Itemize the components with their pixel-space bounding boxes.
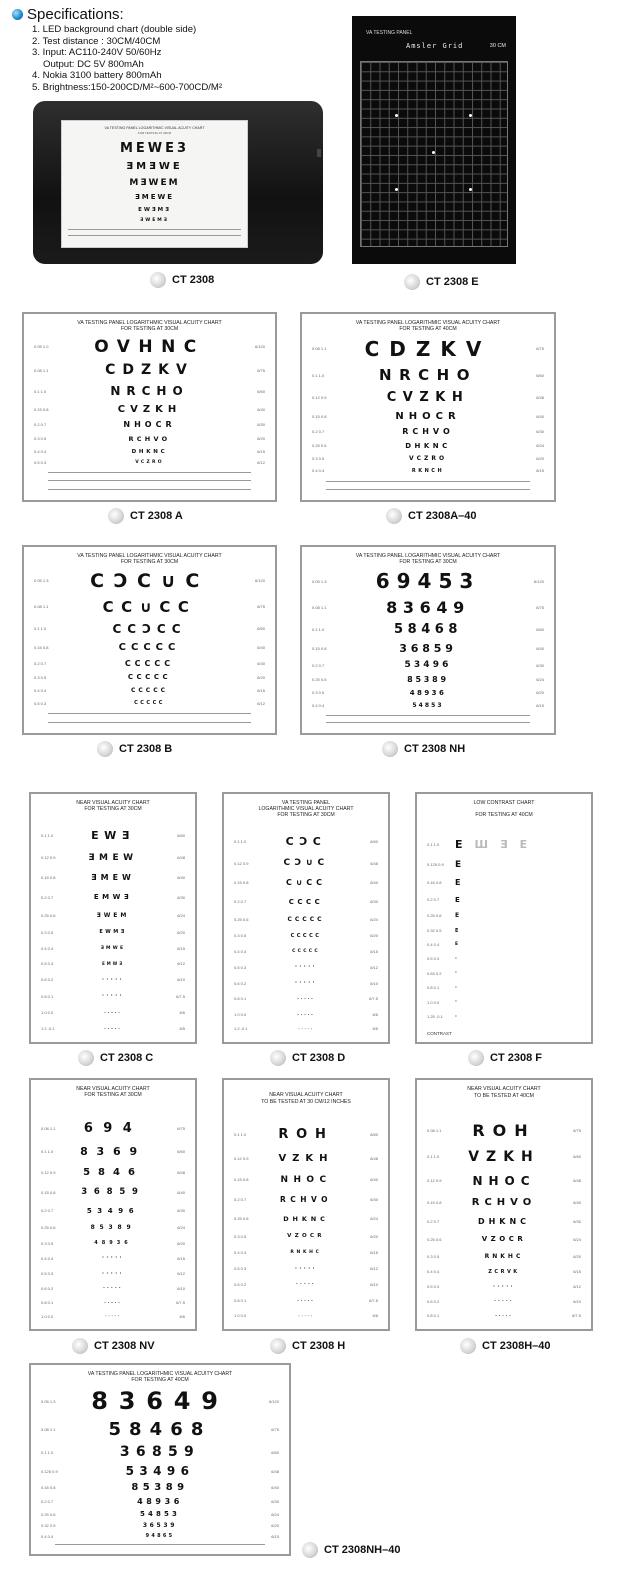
amsler-panel-label: VA TESTING PANEL: [366, 30, 413, 36]
divider: [326, 722, 530, 723]
amsler-grid-panel: [352, 16, 516, 264]
optotype-row: CCCCC: [124, 658, 175, 668]
optotype-row: E: [455, 942, 461, 948]
orb-icon: [270, 1050, 286, 1066]
optotype-row: DHKNC: [477, 1217, 531, 1227]
optotype-row: EWƎ: [91, 829, 135, 843]
optotype-row: E: [455, 859, 466, 870]
orb-icon: [108, 508, 124, 524]
optotype-row: RCHVO: [471, 1197, 537, 1209]
optotype-row: CCCCC: [130, 687, 169, 695]
caption-ct2308: CT 2308: [150, 272, 214, 288]
optotype-row: NHOCR: [395, 410, 461, 422]
optotype-row: ·: [455, 970, 460, 977]
optotype-row: RNKHC: [484, 1252, 524, 1260]
optotype-row: 48936: [94, 1240, 132, 1247]
optotype-row: ·····: [105, 1314, 121, 1319]
optotype-row: ·····: [102, 1255, 124, 1262]
divider: [48, 722, 251, 723]
device-chart-row: ƎMEWE: [134, 193, 175, 202]
optotype-row: ·····: [298, 1313, 314, 1318]
bullet-icon: [12, 9, 23, 20]
optotype-row: E: [455, 878, 465, 888]
orb-icon: [302, 1542, 318, 1558]
low-contrast-optotypes: ШƎЕ: [474, 838, 540, 852]
fixation-dot: [469, 188, 472, 191]
optotype-row: CVZKH: [117, 403, 182, 415]
divider: [55, 1544, 265, 1545]
optotype-row: ·····: [102, 993, 124, 1000]
optotype-row: ƎMEW: [88, 852, 138, 863]
chart-title: VA TESTING PANEL LOGARITHMIC VISUAL ACUITY CHART: [87, 1371, 233, 1377]
optotype-row: ·····: [104, 1025, 122, 1031]
caption-ct2308h: CT 2308 H: [270, 1338, 345, 1354]
fixation-dot: [469, 114, 472, 117]
caption-ct2308nh: CT 2308 NH: [382, 741, 465, 757]
caption-ct2308nv: CT 2308 NV: [72, 1338, 155, 1354]
optotype-row: ƎMWE: [100, 945, 126, 951]
optotype-row: ·····: [297, 1297, 315, 1303]
optotype-row: 69453: [375, 569, 481, 594]
divider: [326, 489, 530, 490]
optotype-row: ·····: [103, 1285, 123, 1291]
optotype-row: NRCHO: [110, 384, 189, 399]
chart-ct2308b: VA TESTING PANEL LOGARITHMIC VISUAL ACUITY CHART FOR TESTING AT 30CM 0.05 1.3 CↃC∪C 6/120 0.08 1.1 CC∪CC 6/75 0.1 1.0 CCↃCC 6/60 0.15 0.8 CCCCC 6/40 0.2 0.7 CCCCC 6/30 0.3 0.5 CCCCC 6/20 0.4 0.4 CCCCC 6/15 0.5 0.3 CCCCC 6/12: [22, 545, 277, 735]
divider: [326, 715, 530, 716]
optotype-row: 85389: [90, 1223, 136, 1231]
orb-icon: [382, 741, 398, 757]
chart-title: NEAR VISUAL ACUITY CHART: [76, 1086, 150, 1092]
optotype-row: RNKHC: [290, 1250, 322, 1256]
optotype-row: CDZKV: [364, 336, 492, 361]
chart-subtitle: FOR TESTING AT 30CM: [84, 806, 142, 812]
optotype-row: E: [455, 838, 475, 852]
spec-item: 5. Brightness:150-200CD/M²~600-700CD/M²: [32, 81, 223, 93]
chart-ct2308h: NEAR VISUAL ACUITY CHART TO BE TESTED AT 30 CM/12 INCHES 0.1 1.0 ROH 6/60 0.12 0.9 VZKH 6/48 0.15 0.8 NHOC 6/40 0.2 0.7 RCHVO 6/30 0.25 0.6 DHKNC 6/24 0.3 0.5 VZOCR 6/20 0.4 0.4 RNKHC 6/15 0.5 0.3 ····· 6/12 0.6 0.2 ····· 6/10 0.8 0.1 ····· 6/7.5 1.0 0.0 ····· 6/6: [222, 1078, 390, 1331]
divider: [48, 480, 251, 481]
chart-title: VA TESTING PANEL LOGARITHMIC VISUAL ACUITY CHART: [77, 553, 222, 559]
optotype-row: RCHVO: [279, 1195, 333, 1205]
optotype-row: RCHVO: [128, 434, 171, 443]
optotype-row: 36539: [142, 1522, 178, 1529]
fixation-dot: [432, 151, 435, 154]
optotype-row: ·····: [104, 1010, 122, 1016]
optotype-row: 5846: [83, 1167, 143, 1179]
caption-ct2308a: CT 2308 A: [108, 508, 183, 524]
optotype-row: CCCC: [288, 897, 324, 906]
device-chart-row: EWƎMƎ: [138, 206, 171, 213]
orb-icon: [72, 1338, 88, 1354]
device-screen-subtitle: FOR TESTING AT 30CM: [137, 131, 172, 135]
optotype-row: ·····: [296, 1282, 316, 1288]
chart-ct2308a: VA TESTING PANEL LOGARITHMIC VISUAL ACUITY CHART FOR TESTING AT 30CM 0.05 1.0 OVHNC 6/120 0.08 1.1 CDZKV 6/75 0.1 1.0 NRCHO 6/60 0.15 0.8 CVZKH 6/40 0.2 0.7 NHOCR 6/30 0.3 0.5 RCHVO 6/20 0.4 0.4 DHKNC 6/15 0.5 0.3 VCZRO 6/12: [22, 312, 277, 502]
device-chart-row: MƎWEM: [129, 177, 180, 188]
chart-title: VA TESTING PANEL: [281, 800, 331, 806]
optotype-row: CCCCC: [292, 949, 320, 955]
spec-item: 2. Test distance : 30CM/40CM: [32, 35, 161, 47]
optotype-row: NRCHO: [379, 366, 477, 385]
optotype-row: 83649: [386, 598, 470, 618]
optotype-row: 53496: [86, 1206, 140, 1215]
chart-title: VA TESTING PANEL LOGARITHMIC VISUAL ACUITY CHART: [355, 553, 501, 559]
optotype-row: 48936: [409, 688, 447, 697]
optotype-row: 85389: [407, 674, 449, 684]
spec-title: Specifications:: [27, 6, 124, 23]
optotype-row: DHKNC: [131, 448, 168, 455]
orb-icon: [404, 274, 420, 290]
orb-icon: [468, 1050, 484, 1066]
orb-icon: [78, 1050, 94, 1066]
optotype-row: NHOC: [472, 1173, 536, 1188]
optotype-row: EWMƎ: [99, 929, 127, 936]
optotype-row: EMWƎ: [93, 893, 133, 902]
orb-icon: [460, 1338, 476, 1354]
divider: [48, 472, 251, 473]
led-chart-device-image: [33, 101, 323, 264]
optotype-row: VZKH: [278, 1152, 334, 1164]
optotype-row: NHOC: [280, 1174, 332, 1185]
chart-title: LOW CONTRAST CHART: [473, 800, 535, 806]
divider: [68, 229, 241, 230]
optotype-row: ·····: [295, 1265, 317, 1272]
chart-subtitle: FOR TESTING AT 40CM: [131, 1377, 189, 1383]
caption-ct2308nh40: CT 2308NH–40: [302, 1542, 400, 1558]
device-screen: [61, 120, 248, 248]
chart-subtitle: FOR TESTING AT 40CM: [475, 812, 533, 818]
optotype-row: 58468: [394, 622, 462, 638]
device-button: [317, 149, 321, 157]
optotype-row: CↃC∪C: [90, 569, 209, 592]
optotype-row: 53496: [404, 660, 452, 670]
chart-subtitle: LOGARITHMIC VISUAL ACUITY CHART: [258, 806, 354, 812]
optotype-row: ·····: [102, 1270, 124, 1277]
optotype-row: ·····: [494, 1299, 514, 1305]
optotype-row: 54853: [139, 1510, 181, 1518]
chart-title: NEAR VISUAL ACUITY CHART: [76, 800, 150, 806]
divider: [326, 481, 530, 482]
optotype-row: 36859: [81, 1187, 145, 1198]
chart-subtitle: FOR TESTING AT 30CM: [84, 1092, 142, 1098]
optotype-row: VCZRO: [408, 455, 448, 463]
device-chart-row: MEWE3: [119, 140, 190, 156]
caption-ct2308f: CT 2308 F: [468, 1050, 542, 1066]
optotype-row: 53496: [125, 1464, 195, 1478]
optotype-row: ·····: [295, 980, 317, 987]
optotype-row: ROH: [472, 1120, 536, 1140]
spec-item: Output: DC 5V 800mAh: [43, 58, 144, 70]
optotype-row: CCCCC: [287, 915, 325, 923]
optotype-row: ZCRVK: [488, 1268, 520, 1275]
optotype-row: CCCCC: [134, 700, 165, 707]
optotype-row: C∪CC: [285, 878, 327, 888]
divider: [48, 713, 251, 714]
optotype-row: ·: [455, 984, 460, 991]
chart-ct2308nh40: VA TESTING PANEL LOGARITHMIC VISUAL ACUITY CHART FOR TESTING AT 40CM 0.05 1.3 83649 6/120 0.08 1.1 58468 6/75 0.1 1.0 36859 6/60 0.125 0.9 53496 6/48 0.16 0.8 85389 6/40 0.2 0.7 48936 6/30 0.25 0.6 54853 6/24 0.32 0.5 36539 6/20 0.4 0.4 94865 6/15: [29, 1363, 291, 1556]
optotype-row: 36859: [399, 642, 457, 656]
optotype-row: E: [455, 912, 463, 920]
optotype-row: ·: [455, 999, 460, 1006]
optotype-row: ƎWEM: [96, 911, 130, 919]
chart-subtitle: TO BE TESTED AT 40CM: [474, 1093, 534, 1099]
optotype-row: ·····: [102, 976, 124, 983]
optotype-row: 694: [83, 1120, 143, 1136]
optotype-row: CDZKV: [105, 362, 194, 379]
caption-ct2308c: CT 2308 C: [78, 1050, 153, 1066]
contrast-label: CONTRAST: [427, 1031, 452, 1036]
chart-ct2308nv: NEAR VISUAL ACUITY CHART FOR TESTING AT 30CM 0.08 1.1 694 6/75 0.1 1.0 8369 6/60 0.12 0.9 5846 6/48 0.15 0.8 36859 6/40 0.2 0.7 53496 6/30 0.25 0.6 85389 6/24 0.3 0.5 48936 6/20 0.4 0.4 ····· 6/15 0.5 0.3 ····· 6/12 0.6 0.2 ····· 6/10 0.8 0.1 ····· 6/7.5 1.0 0.0 ····· 6/6: [29, 1078, 197, 1331]
chart-subtitle: FOR TESTING AT 30CM: [120, 559, 179, 565]
optotype-row: 54853: [412, 701, 444, 709]
chart-subtitle: FOR TESTING AT 30CM: [277, 812, 335, 818]
chart-ct2308a40: VA TESTING PANEL LOGARITHMIC VISUAL ACUITY CHART FOR TESTING AT 40CM 0.08 1.1 CDZKV 6/75 0.1 1.0 NRCHO 6/60 0.12 0.9 CVZKH 6/48 0.15 0.8 NHOCR 6/40 0.2 0.7 RCHVO 6/30 0.25 0.6 DHKNC 6/24 0.3 0.5 VCZRO 6/20 0.4 0.4 RKNCH 6/15: [300, 312, 556, 502]
optotype-row: CↃC: [285, 835, 327, 849]
optotype-row: ·····: [297, 996, 315, 1002]
optotype-row: ROH: [278, 1127, 334, 1143]
optotype-row: VZOCR: [481, 1235, 527, 1244]
caption-ct2308b: CT 2308 B: [97, 741, 172, 757]
chart-ct2308h40: NEAR VISUAL ACUITY CHART TO BE TESTED AT 40CM 0.08 1.1 ROH 6/75 0.1 1.0 VZKH 6/60 0.12 0.9 NHOC 6/48 0.15 0.8 RCHVO 6/40 0.2 0.7 DHKNC 6/30 0.25 0.6 VZOCR 6/24 0.3 0.5 RNKHC 6/20 0.4 0.4 ZCRVK 6/15 0.5 0.3 ····· 6/12 0.6 0.2 ····· 6/10 0.8 0.1 ····· 6/7.5: [415, 1078, 593, 1331]
chart-subtitle: TO BE TESTED AT 30 CM/12 INCHES: [261, 1099, 351, 1105]
optotype-row: 58468: [108, 1419, 212, 1440]
optotype-row: RCHVO: [402, 427, 454, 437]
optotype-row: CVZKH: [386, 389, 470, 405]
optotype-row: ·: [455, 955, 460, 962]
optotype-row: ·····: [298, 1026, 314, 1031]
optotype-row: 85389: [131, 1482, 189, 1493]
optotype-row: 36859: [119, 1444, 201, 1460]
orb-icon: [270, 1338, 286, 1354]
optotype-row: CCↃCC: [112, 621, 187, 636]
fixation-dot: [395, 188, 398, 191]
optotype-row: CↃ∪C: [283, 858, 329, 869]
divider: [68, 235, 241, 236]
specifications-block: [12, 6, 342, 94]
chart-ct2308f: LOW CONTRAST CHART FOR TESTING AT 40CM 0.1 1.0 E ШƎЕ 0.125 0.9 E 0.16 0.8 E 0.2 0.7 E 0.25 0.6 E 0.32 0.5 E 0.4 0.4 E 0.5 0.3 · 0.63 0.2 · 0.8 0.1 · 1.0 0.0 · 1.25 -0.1 · CONTRAST: [415, 792, 593, 1044]
chart-ct2308c: NEAR VISUAL ACUITY CHART FOR TESTING AT 30CM 0.1 1.0 EWƎ 6/60 0.12 0.9 ƎMEW 6/48 0.15 0.8 ƎMEW 6/40 0.2 0.7 EMWƎ 6/30 0.25 0.6 ƎWEM 6/24 0.3 0.5 EWMƎ 6/20 0.4 0.4 ƎMWE 6/15 0.5 0.3 EMWƎ 6/12 0.6 0.2 ····· 6/10 0.8 0.1 ····· 6/7.5 1.0 0.0 ····· 6/6 1.2 -0.1 ····· 6/5: [29, 792, 197, 1044]
chart-ct2308nh: VA TESTING PANEL LOGARITHMIC VISUAL ACUITY CHART FOR TESTING AT 30CM 0.05 1.3 69453 6/120 0.08 1.1 83649 6/75 0.1 1.0 58468 6/60 0.15 0.8 36859 6/40 0.2 0.7 53496 6/30 0.25 0.6 85389 6/24 0.3 0.5 48936 6/20 0.4 0.4 54853 6/15: [300, 545, 556, 735]
caption-ct2308e: CT 2308 E: [404, 274, 479, 290]
optotype-row: 83649: [91, 1387, 229, 1415]
divider: [48, 489, 251, 490]
chart-title: NEAR VISUAL ACUITY CHART: [467, 1086, 541, 1092]
optotype-row: E: [455, 895, 464, 904]
device-chart-row: ƎWEMƎ: [140, 218, 169, 224]
optotype-row: CC∪CC: [102, 597, 197, 616]
orb-icon: [386, 508, 402, 524]
amsler-title: Amsler Grid: [406, 42, 464, 50]
spec-list: [32, 24, 342, 94]
optotype-row: DHKNC: [405, 441, 451, 450]
spec-item: 1. LED background chart (double side): [32, 24, 197, 35]
chart-title: VA TESTING PANEL LOGARITHMIC VISUAL ACUITY CHART: [77, 320, 222, 326]
optotype-row: VCZRO: [135, 460, 164, 466]
optotype-row: ƎMEW: [91, 873, 135, 883]
chart-subtitle: FOR TESTING AT 40CM: [399, 326, 457, 332]
spec-item: 3. Input: AC110-240V 50/60Hz: [32, 47, 162, 59]
optotype-row: CCCCC: [290, 932, 322, 939]
optotype-row: 48936: [137, 1497, 183, 1506]
optotype-row: ·····: [495, 1313, 513, 1319]
optotype-row: EMWƎ: [102, 961, 124, 967]
optotype-row: NHOCR: [123, 420, 176, 430]
optotype-row: 8369: [80, 1144, 146, 1158]
device-screen-title: VA TESTING PANEL LOGARITHMIC VISUAL ACUITY CHART: [104, 126, 205, 130]
optotype-row: ·····: [104, 1300, 122, 1306]
optotype-row: ·····: [493, 1283, 515, 1290]
fixation-dot: [395, 114, 398, 117]
optotype-row: 94865: [145, 1533, 175, 1539]
optotype-row: CCCCC: [127, 673, 172, 682]
chart-title: NEAR VISUAL ACUITY CHART: [269, 1092, 343, 1098]
optotype-row: ·····: [295, 964, 317, 971]
optotype-row: E: [455, 927, 461, 934]
optotype-row: RKNCH: [411, 467, 445, 474]
amsler-grid: [360, 61, 508, 247]
chart-subtitle: FOR TESTING AT 30CM: [399, 559, 457, 565]
orb-icon: [150, 272, 166, 288]
optotype-row: CCCCC: [118, 641, 181, 653]
caption-ct2308h40: CT 2308H–40: [460, 1338, 551, 1354]
orb-icon: [97, 741, 113, 757]
amsler-distance: 30 CM: [489, 43, 506, 49]
caption-ct2308a40: CT 2308A–40: [386, 508, 477, 524]
optotype-row: OVHNC: [94, 336, 205, 357]
optotype-row: VZKH: [468, 1148, 540, 1165]
caption-ct2308d: CT 2308 D: [270, 1050, 345, 1066]
device-chart-row: ƎMƎWE: [126, 161, 183, 173]
optotype-row: ·····: [297, 1011, 315, 1017]
chart-ct2308d: VA TESTING PANEL LOGARITHMIC VISUAL ACUITY CHART FOR TESTING AT 30CM 0.1 1.0 CↃC 6/60 0.12 0.9 CↃ∪C 6/48 0.15 0.8 C∪CC 6/40 0.2 0.7 CCCC 6/30 0.25 0.6 CCCCC 6/24 0.3 0.5 CCCCC 6/20 0.4 0.4 CCCCC 6/15 0.5 0.3 ····· 6/12 0.6 0.2 ····· 6/10 0.8 0.1 ····· 6/7.5 1.0 0.0 ····· 6/6 1.2 -0.1 ····· 6/5: [222, 792, 390, 1044]
optotype-row: ·: [455, 1013, 460, 1020]
optotype-row: DHKNC: [283, 1214, 329, 1223]
optotype-row: VZOCR: [287, 1233, 325, 1240]
spec-item: 4. Nokia 3100 battery 800mAh: [32, 70, 162, 82]
chart-title: VA TESTING PANEL LOGARITHMIC VISUAL ACUITY CHART: [355, 320, 501, 326]
chart-subtitle: FOR TESTING AT 30CM: [120, 326, 179, 332]
